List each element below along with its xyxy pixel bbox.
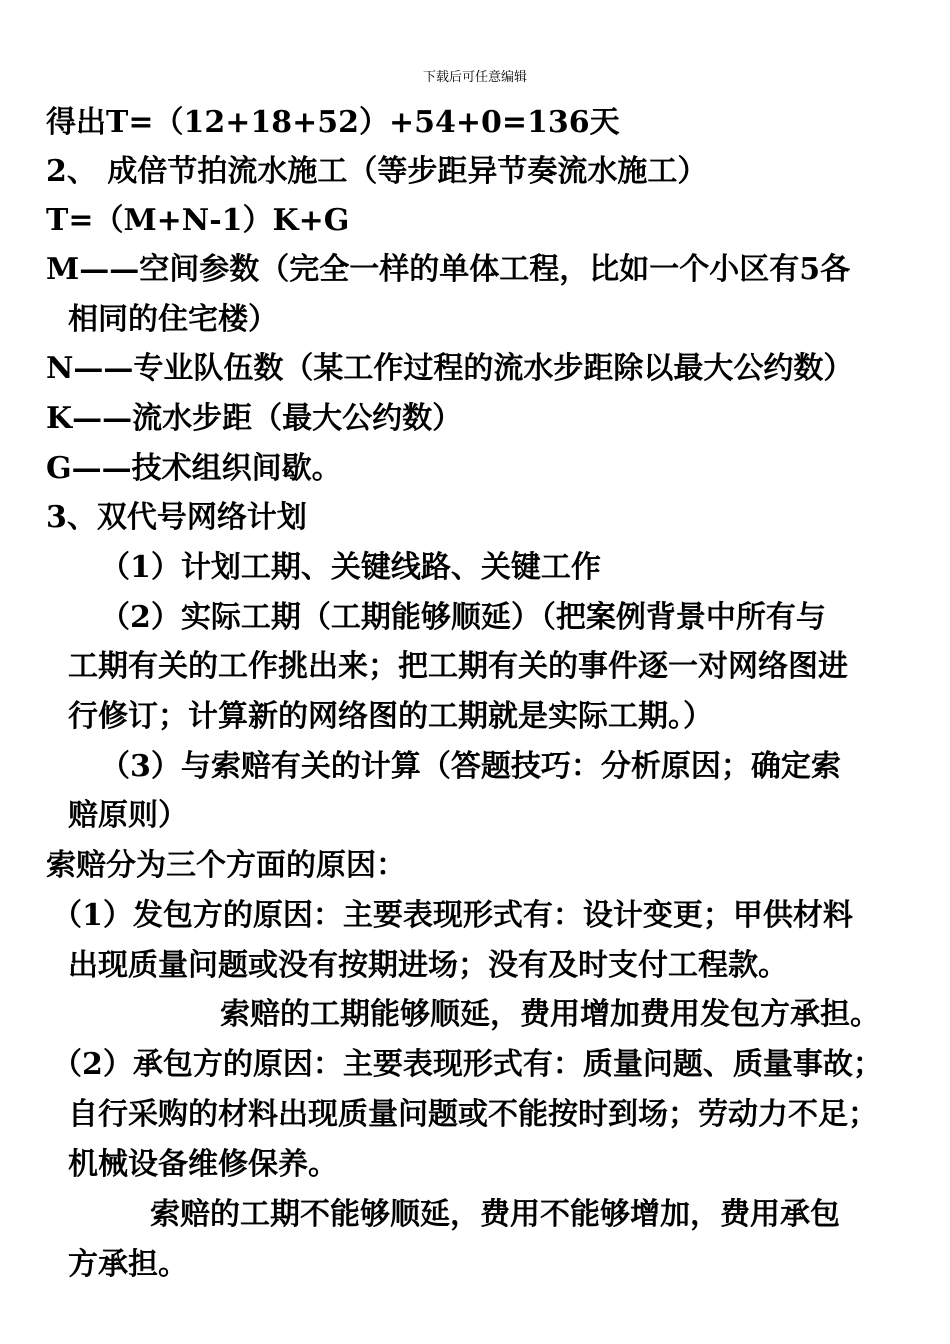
text-line: （1）计划工期、关键线路、关键工作 (100, 550, 601, 585)
text-line: 机械设备维修保养。 (68, 1147, 338, 1182)
text-line: 自行采购的材料出现质量问题或不能按时到场；劳动力不足； (68, 1097, 878, 1132)
text-line: 工期有关的工作挑出来；把工期有关的事件逐一对网络图进 (68, 649, 848, 684)
text-line: 索赔的工期不能够顺延，费用不能够增加，费用承包 (150, 1197, 840, 1232)
text-line: 赔原则） (68, 798, 188, 833)
text-line: 索赔分为三个方面的原因： (46, 848, 406, 883)
text-line: T=（M+N-1）K+G (46, 203, 350, 238)
text-line: N——专业队伍数（某工作过程的流水步距除以最大公约数） (46, 351, 854, 386)
text-line: G——技术组织间歇。 (46, 451, 342, 486)
text-line: （3）与索赔有关的计算（答题技巧：分析原因；确定索 (100, 749, 841, 784)
text-line: M——空间参数（完全一样的单体工程，比如一个小区有5各 (46, 252, 851, 287)
text-line: 出现质量问题或没有按期进场；没有及时支付工程款。 (68, 948, 788, 983)
text-line: 得出T=（12+18+52）+54+0=136天 (46, 105, 620, 140)
text-line: 相同的住宅楼） (68, 302, 278, 337)
text-line: 索赔的工期能够顺延，费用增加费用发包方承担。 (220, 997, 880, 1032)
text-line: 方承担。 (68, 1247, 188, 1282)
text-line: 2、 成倍节拍流水施工（等步距异节奏流水施工） (46, 154, 708, 189)
text-line: （2）承包方的原因：主要表现形式有：质量问题、质量事故； (52, 1047, 883, 1082)
text-line: K——流水步距（最大公约数） (46, 401, 463, 436)
text-line: 3、双代号网络计划 (46, 500, 307, 535)
page-header: 下载后可任意编辑 (422, 70, 527, 85)
text-line: （2）实际工期（工期能够顺延）（把案例背景中所有与 (100, 600, 826, 635)
text-line: （1）发包方的原因：主要表现形式有：设计变更；甲供材料 (52, 898, 853, 933)
text-line: 行修订；计算新的网络图的工期就是实际工期。） (68, 699, 713, 734)
